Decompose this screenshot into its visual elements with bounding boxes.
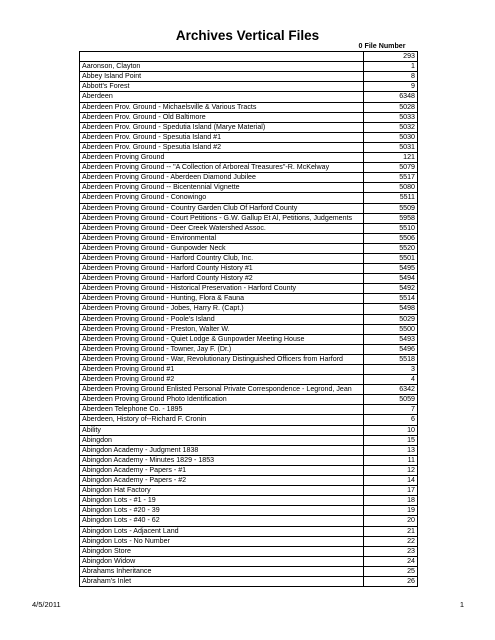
file-name-cell: Abingdon Lots - Adjacent Land <box>80 526 364 536</box>
table-row <box>80 223 418 233</box>
file-number-cell: 21 <box>364 526 418 536</box>
file-number-cell: 5493 <box>364 334 418 344</box>
file-name-cell: Aberdeen Proving Ground #1 <box>80 365 364 375</box>
file-name-cell: Abingdon Lots - #20 - 39 <box>80 506 364 516</box>
file-number-cell: 5494 <box>364 274 418 284</box>
file-name-cell: Abbey Island Point <box>80 72 364 82</box>
file-number-cell: 23 <box>364 546 418 556</box>
table-row <box>80 274 418 284</box>
table-row <box>80 264 418 274</box>
table-row <box>80 365 418 375</box>
file-number-cell: 5059 <box>364 395 418 405</box>
file-number-cell: 24 <box>364 556 418 566</box>
table-row <box>80 354 418 364</box>
table-row <box>80 556 418 566</box>
table-row <box>80 375 418 385</box>
file-number-cell: 5080 <box>364 183 418 193</box>
file-name-cell: Aberdeen Proving Ground Photo Identification <box>80 395 364 405</box>
file-name-cell: Aberdeen Proving Ground - Quiet Lodge & Gunpowder Meeting House <box>80 334 364 344</box>
file-number-cell: 5501 <box>364 253 418 263</box>
file-name-cell: Aaronson, Clayton <box>80 62 364 72</box>
document-title: Archives Vertical Files <box>175 28 320 43</box>
footer-page-number: 1 <box>459 600 464 609</box>
column-header-file-number: File Number <box>364 42 418 52</box>
file-number-cell: 3 <box>364 365 418 375</box>
table-row <box>80 92 418 102</box>
file-number-cell: 25 <box>364 566 418 576</box>
table-row <box>80 465 418 475</box>
file-number-cell: 5028 <box>364 102 418 112</box>
footer-date: 4/5/2011 <box>32 600 61 609</box>
table-row <box>80 496 418 506</box>
file-number-cell: 4 <box>364 375 418 385</box>
file-number-cell: 5510 <box>364 223 418 233</box>
file-name-cell: Aberdeen Proving Ground - Court Petitions - G.W. Gallup Et Al, Petitions, Judgements <box>80 213 364 223</box>
file-name-cell: Aberdeen Proving Ground - Poole's Island <box>80 314 364 324</box>
table-row <box>80 526 418 536</box>
file-number-cell: 14 <box>364 476 418 486</box>
file-number-cell: 5492 <box>364 284 418 294</box>
file-name-cell: Aberdeen Prov. Ground - Old Baltimore <box>80 112 364 122</box>
table-row <box>80 506 418 516</box>
file-name-cell: Abingdon Academy - Minutes 1829 - 1853 <box>80 455 364 465</box>
file-name-cell: Aberdeen Proving Ground - Harford County History #2 <box>80 274 364 284</box>
file-number-cell: 5495 <box>364 264 418 274</box>
table-row <box>80 334 418 344</box>
table-row <box>80 304 418 314</box>
file-name-cell: Aberdeen Proving Ground - Historical Preservation - Harford County <box>80 284 364 294</box>
file-number-cell: 11 <box>364 455 418 465</box>
file-number-cell: 5031 <box>364 142 418 152</box>
file-number-cell: 6 <box>364 415 418 425</box>
file-name-cell: Aberdeen Proving Ground - Harford Country Club, Inc. <box>80 253 364 263</box>
table-header-row <box>80 42 418 52</box>
file-name-cell: Aberdeen Proving Ground - Conowingo <box>80 193 364 203</box>
file-name-cell: Aberdeen <box>80 92 364 102</box>
file-name-cell: Abingdon Hat Factory <box>80 486 364 496</box>
file-number-cell: 5030 <box>364 132 418 142</box>
file-number-cell: 10 <box>364 425 418 435</box>
file-name-cell: Abingdon <box>80 435 364 445</box>
vertical-files-table <box>79 42 418 587</box>
file-number-cell: 6348 <box>364 92 418 102</box>
file-name-cell: Aberdeen Proving Ground - Country Garden Club Of Harford County <box>80 203 364 213</box>
file-number-cell: 26 <box>364 576 418 586</box>
file-number-cell: 7 <box>364 405 418 415</box>
file-name-cell: Aberdeen Proving Ground -- Bicentennial Vignette <box>80 183 364 193</box>
file-number-cell: 121 <box>364 153 418 163</box>
table-row <box>80 566 418 576</box>
table-row <box>80 344 418 354</box>
file-name-cell: Aberdeen Proving Ground #2 <box>80 375 364 385</box>
table-row <box>80 122 418 132</box>
table-row <box>80 163 418 173</box>
file-name-cell: Aberdeen Proving Ground <box>80 153 364 163</box>
file-number-cell: 5032 <box>364 122 418 132</box>
table-row <box>80 284 418 294</box>
file-name-cell: Abingdon Academy - Papers - #2 <box>80 476 364 486</box>
file-name-cell: Aberdeen Proving Ground - Hunting, Flora & Fauna <box>80 294 364 304</box>
table-row <box>80 173 418 183</box>
file-name-cell: Abingdon Academy - Papers - #1 <box>80 465 364 475</box>
table-row <box>80 102 418 112</box>
table-row <box>80 546 418 556</box>
file-number-cell: 5518 <box>364 354 418 364</box>
file-name-cell: Abingdon Academy - Judgment 1838 <box>80 445 364 455</box>
file-name-cell: Aberdeen Proving Ground - Gunpowder Neck <box>80 243 364 253</box>
table-row <box>80 52 418 62</box>
table-row <box>80 132 418 142</box>
file-number-cell: 5029 <box>364 314 418 324</box>
file-number-cell: 20 <box>364 516 418 526</box>
file-number-cell: 9 <box>364 82 418 92</box>
file-name-cell: Aberdeen Prov. Ground - Spesutia Island #1 <box>80 132 364 142</box>
file-name-cell: Aberdeen Prov. Ground - Spedutia Island (Marye Material) <box>80 122 364 132</box>
file-name-cell: Aberdeen Proving Ground - War, Revolutionary Distinguished Officers from Harford <box>80 354 364 364</box>
table-row <box>80 193 418 203</box>
table-row <box>80 203 418 213</box>
file-name-cell: Aberdeen Proving Ground - Deer Creek Watershed Assoc. <box>80 223 364 233</box>
file-name-cell: Aberdeen Proving Ground - Jobes, Harry R. (Capt.) <box>80 304 364 314</box>
file-number-cell: 5498 <box>364 304 418 314</box>
file-number-cell: 8 <box>364 72 418 82</box>
file-name-cell: Abraham's Inlet <box>80 576 364 586</box>
table-row <box>80 395 418 405</box>
table-row <box>80 142 418 152</box>
table-row <box>80 405 418 415</box>
table-row <box>80 253 418 263</box>
table-row <box>80 213 418 223</box>
table-row <box>80 486 418 496</box>
table-row <box>80 82 418 92</box>
file-name-cell: Abrahams Inheritance <box>80 566 364 576</box>
table-row <box>80 324 418 334</box>
table-row <box>80 112 418 122</box>
table-row <box>80 183 418 193</box>
file-name-cell: Abbott's Forest <box>80 82 364 92</box>
file-number-cell: 19 <box>364 506 418 516</box>
file-number-cell: 13 <box>364 445 418 455</box>
file-number-cell: 5509 <box>364 203 418 213</box>
file-number-cell: 6342 <box>364 385 418 395</box>
table-row <box>80 62 418 72</box>
file-name-cell: Aberdeen Proving Ground - Environmental <box>80 233 364 243</box>
file-number-cell: 5514 <box>364 294 418 304</box>
file-name-cell: Aberdeen Proving Ground -- "A Collection of Arboreal Treasures"-R. McKelway <box>80 163 364 173</box>
table-row <box>80 72 418 82</box>
file-name-cell: Aberdeen Proving Ground - Preston, Walter W. <box>80 324 364 334</box>
file-number-cell: 5517 <box>364 173 418 183</box>
file-name-cell: Abingdon Lots - #1 - 19 <box>80 496 364 506</box>
file-name-cell: Aberdeen Proving Ground - Aberdeen Diamond Jubilee <box>80 173 364 183</box>
column-header-0: 0 <box>80 42 364 52</box>
file-name-cell <box>80 52 364 62</box>
table-row <box>80 435 418 445</box>
file-number-cell: 5520 <box>364 243 418 253</box>
file-name-cell: Ability <box>80 425 364 435</box>
file-name-cell: Abingdon Widow <box>80 556 364 566</box>
file-number-cell: 5496 <box>364 344 418 354</box>
file-number-cell: 18 <box>364 496 418 506</box>
table-row <box>80 445 418 455</box>
file-name-cell: Aberdeen Prov. Ground - Michaelsville & Various Tracts <box>80 102 364 112</box>
file-name-cell: Aberdeen Proving Ground Enlisted Personal Private Correspondence - Legrond, Jean <box>80 385 364 395</box>
table-row <box>80 153 418 163</box>
file-number-cell: 5033 <box>364 112 418 122</box>
file-number-cell: 17 <box>364 486 418 496</box>
file-number-cell: 293 <box>364 52 418 62</box>
file-number-cell: 5511 <box>364 193 418 203</box>
table-row <box>80 415 418 425</box>
table-row <box>80 425 418 435</box>
table-row <box>80 385 418 395</box>
file-name-cell: Aberdeen Prov. Ground - Spesutia Island #2 <box>80 142 364 152</box>
table-row <box>80 576 418 586</box>
table-row <box>80 294 418 304</box>
table-row <box>80 536 418 546</box>
file-number-cell: 22 <box>364 536 418 546</box>
file-name-cell: Abingdon Store <box>80 546 364 556</box>
table-row <box>80 233 418 243</box>
table-row <box>80 243 418 253</box>
file-name-cell: Abingdon Lots - #40 - 62 <box>80 516 364 526</box>
file-name-cell: Aberdeen Proving Ground - Towner, Jay F. (Dr.) <box>80 344 364 354</box>
table-row <box>80 516 418 526</box>
table-row <box>80 455 418 465</box>
table-row <box>80 476 418 486</box>
file-number-cell: 1 <box>364 62 418 72</box>
file-number-cell: 12 <box>364 465 418 475</box>
table-row <box>80 314 418 324</box>
file-number-cell: 5506 <box>364 233 418 243</box>
file-name-cell: Aberdeen, History of--Richard F. Cronin <box>80 415 364 425</box>
file-number-cell: 5500 <box>364 324 418 334</box>
file-name-cell: Aberdeen Telephone Co. - 1895 <box>80 405 364 415</box>
file-number-cell: 15 <box>364 435 418 445</box>
file-number-cell: 5958 <box>364 213 418 223</box>
file-name-cell: Aberdeen Proving Ground - Harford County History #1 <box>80 264 364 274</box>
file-number-cell: 5079 <box>364 163 418 173</box>
file-name-cell: Abingdon Lots - No Number <box>80 536 364 546</box>
